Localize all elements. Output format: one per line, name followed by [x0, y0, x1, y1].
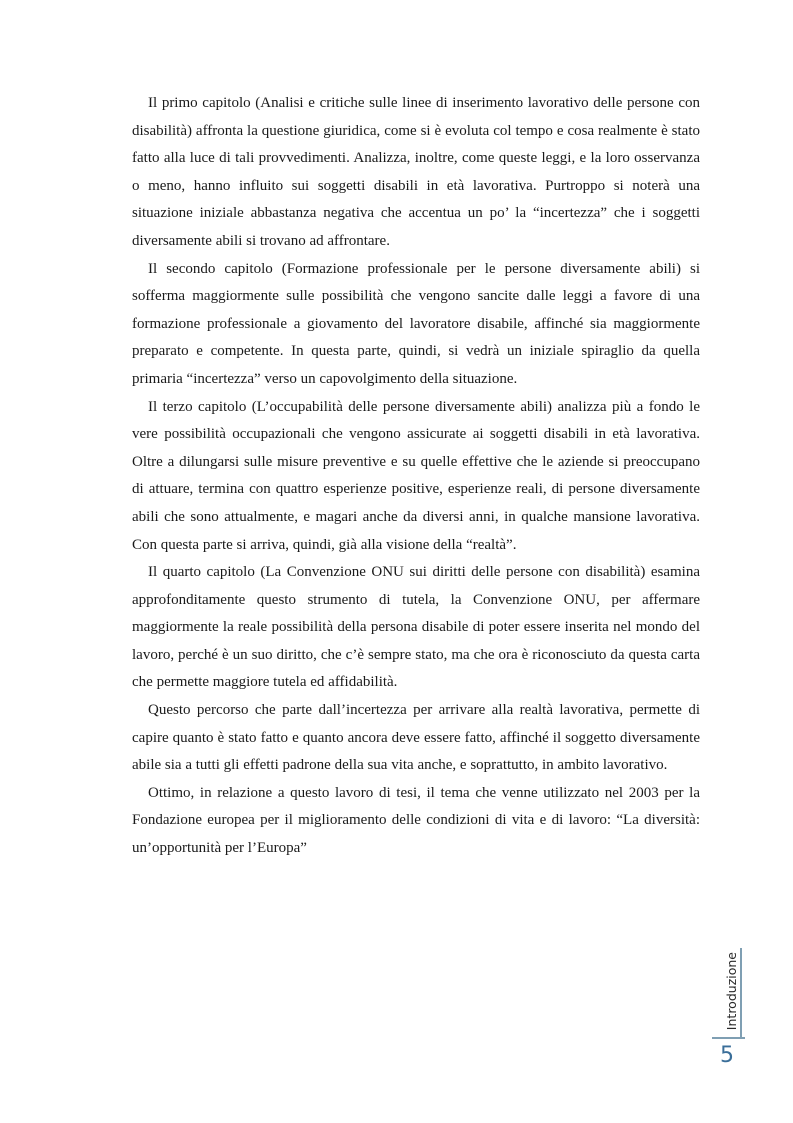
paragraph-4: Il quarto capitolo (La Convenzione ONU sui diritti delle persone con disabilità) esamina approfonditamente questo strumento di tutela, la Convenzione ONU, per affermare maggiormente la reale possibilità della persona disabile di poter essere inserita nel mondo del lavoro, perché è un suo diritto, che c’è sempre stato, ma che ora è riconosciuto da questa carta che permette maggiore tutela ed affidabilità.	[132, 564, 700, 691]
paragraph-3: Il terzo capitolo (L’occupabilità delle persone diversamente abili) analizza più a fondo le vere possibilità occupazionali che vengono assicurate ai soggetti disabili in età lavorativa. Oltre a dilungarsi sulle misure preventive e su quelle effettive che le aziende si preoccupano di attuare, termina con quattro esperienze positive, esperienze reali, di persone diversamente abili che sono attualmente, e magari anche da diversi anni, in qualche mansione lavorativa. Con questa parte si arriva, quindi, già alla visione della “realtà”.	[132, 398, 700, 553]
paragraph-2: Il secondo capitolo (Formazione professionale per le persone diversamente abili) si sofferma maggiormente sulle possibilità che vengono sancite dalle leggi a favore di una formazione professionale a giovamento del lavoratore disabile, affinché sia maggiormente preparato e competente. In questa parte, quindi, si vedrà un iniziale spiraglio da quella primaria “incertezza” verso un capovolgimento della situazione.	[132, 260, 700, 387]
page-number-divider	[712, 1037, 745, 1039]
paragraph-1: Il primo capitolo (Analisi e critiche sulle linee di inserimento lavorativo delle persone con disabilità) affronta la questione giuridica, come si è evoluta col tempo e cosa realmente è stato fatto alla luce di tali provvedimenti. Analizza, inoltre, come queste leggi, e la loro osservanza o meno, hanno influito sui soggetti disabili in età lavorativa. Purtroppo si noterà una situazione iniziale abbastanza negativa che accentua un po’ la “incertezza” che i soggetti diversamente abili si trovano ad affrontare.	[132, 95, 700, 249]
body-text	[132, 90, 700, 863]
section-label	[718, 952, 742, 1032]
paragraph-6: Ottimo, in relazione a questo lavoro di tesi, il tema che venne utilizzato nel 2003 per la Fondazione europea per il miglioramento delle condizioni di vita e di lavoro: “La diversità: un’opportunità per l’Europa”	[132, 784, 700, 857]
paragraph-5: Questo percorso che parte dall’incertezza per arrivare alla realtà lavorativa, permette di capire quanto è stato fatto e quanto ancora deve essere fatto, affinché il soggetto diversamente abile sia a tutti gli effetti padrone della sua vita anche, e soprattutto, in ambito lavorativo.	[132, 702, 700, 774]
section-divider	[740, 948, 742, 1038]
section-label-text: Introduzione	[724, 952, 739, 1031]
page-number: 5	[720, 1043, 734, 1068]
